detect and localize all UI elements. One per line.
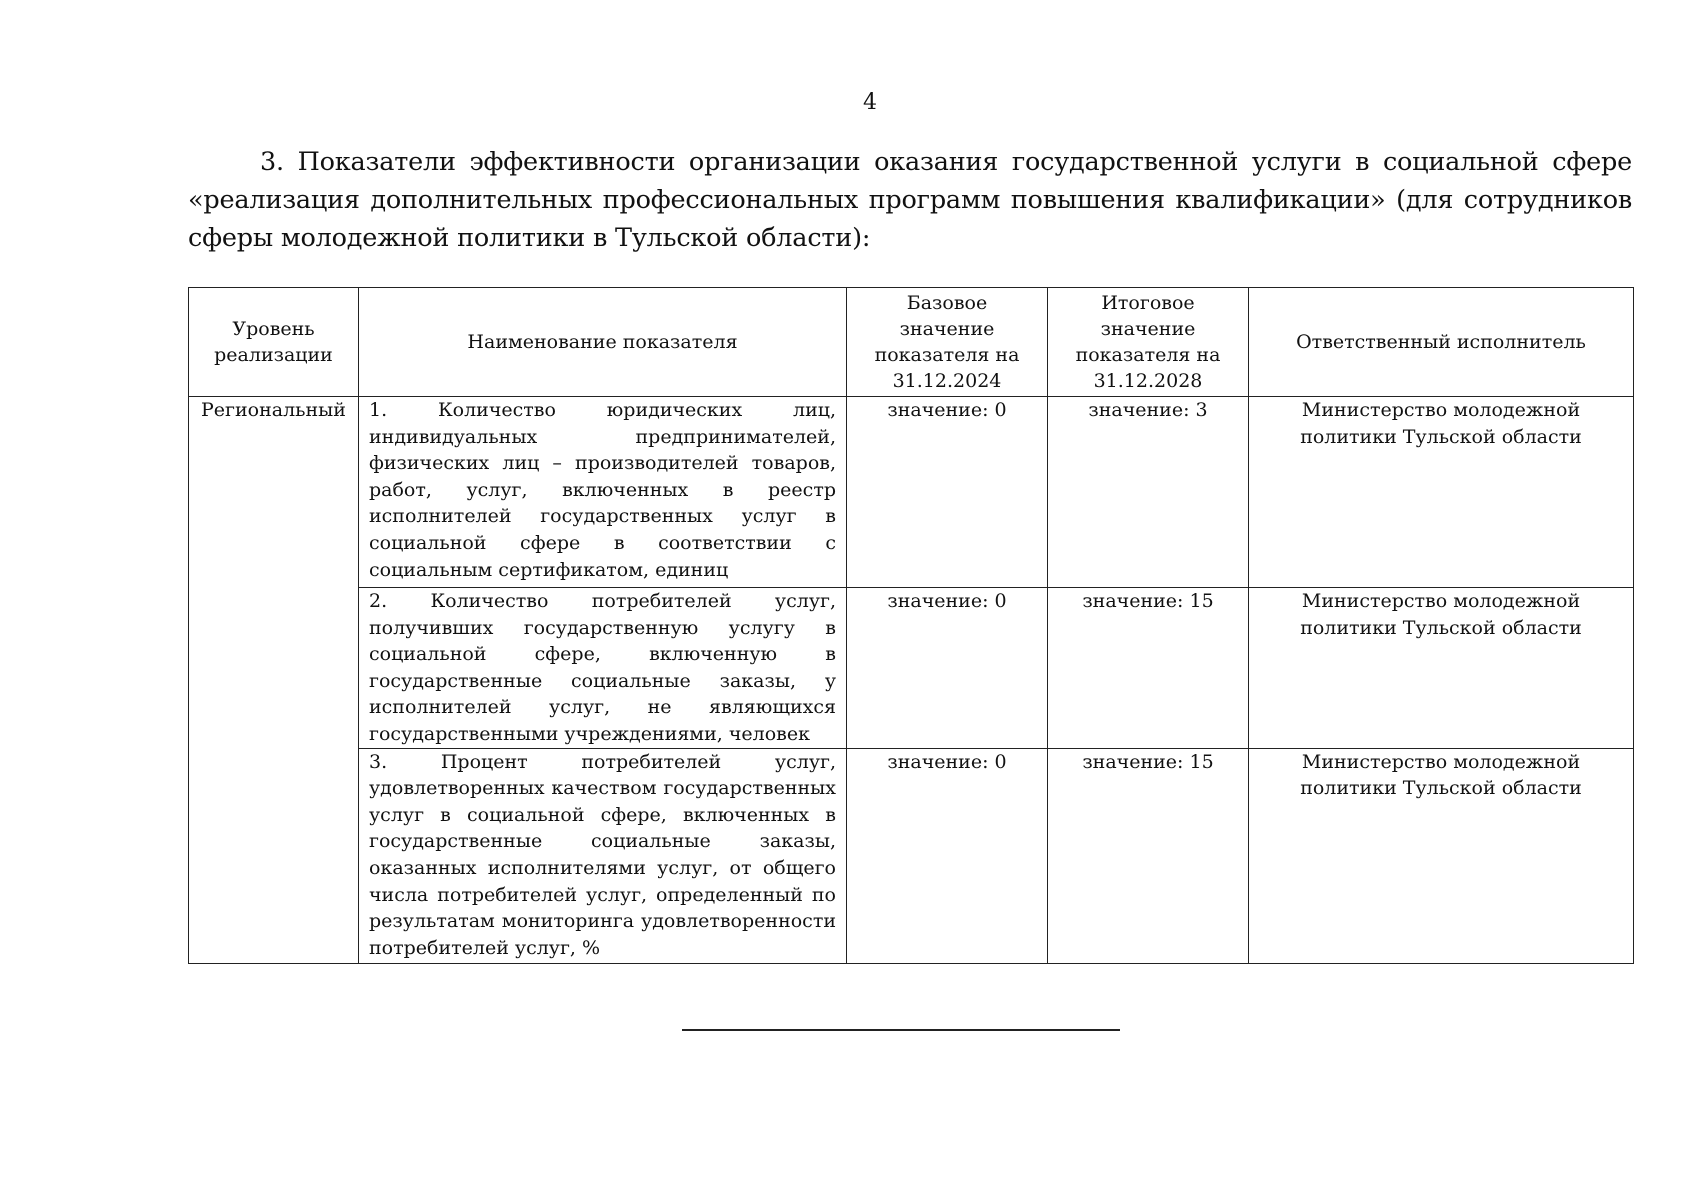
base-value: значение: 0 [847,588,1048,749]
header-base-value: Базовое значение показателя на 31.12.2024 [847,288,1048,397]
level-cell: Региональный [189,397,359,964]
responsible-executor: Министерство молодежной политики Тульской области [1249,748,1634,963]
final-value: значение: 15 [1048,588,1249,749]
header-responsible: Ответственный исполнитель [1249,288,1634,397]
base-value: значение: 0 [847,397,1048,588]
responsible-executor: Министерство молодежной политики Тульской области [1249,588,1634,749]
table-row [189,588,1634,749]
indicator-name: 2. Количество потребителей услуг, получивших государственную услугу в социальной сфере, включенную в государственные социальные заказы, у исполнителей услуг, не являющихся государственными учреждениями, человек [359,588,847,749]
final-value: значение: 15 [1048,748,1249,963]
responsible-executor: Министерство молодежной политики Тульской области [1249,397,1634,588]
table-header-row [189,288,1634,397]
indicator-name: 1. Количество юридических лиц, индивидуальных предпринимателей, физических лиц – производителей товаров, работ, услуг, включенных в реестр исполнителей государственных услуг в социальной сфере в соответствии с социальным сертификатом, единиц [359,397,847,588]
page-number: 4 [863,90,877,115]
base-value: значение: 0 [847,748,1048,963]
final-value: значение: 3 [1048,397,1249,588]
section-heading: 3. Показатели эффективности организации оказания государственной услуги в социальной сфере «реализация дополнительных профессиональных программ повышения квалификации» (для сотрудников сферы молодежной политики в Тульской области): [188,147,1632,253]
indicator-name: 3. Процент потребителей услуг, удовлетворенных качеством государственных услуг в социальной сфере, включенных в государственные социальные заказы, оказанных исполнителями услуг, от общего числа потребителей услуг, определенный по результатам мониторинга удовлетворенности потребителей услуг, % [359,748,847,963]
table-row [189,397,1634,588]
table-row [189,748,1634,963]
header-final-value: Итоговое значение показателя на 31.12.2028 [1048,288,1249,397]
indicators-table [188,287,1634,964]
closing-rule [682,1029,1120,1031]
header-indicator-name: Наименование показателя [359,288,847,397]
header-level: Уровень реализации [189,288,359,397]
